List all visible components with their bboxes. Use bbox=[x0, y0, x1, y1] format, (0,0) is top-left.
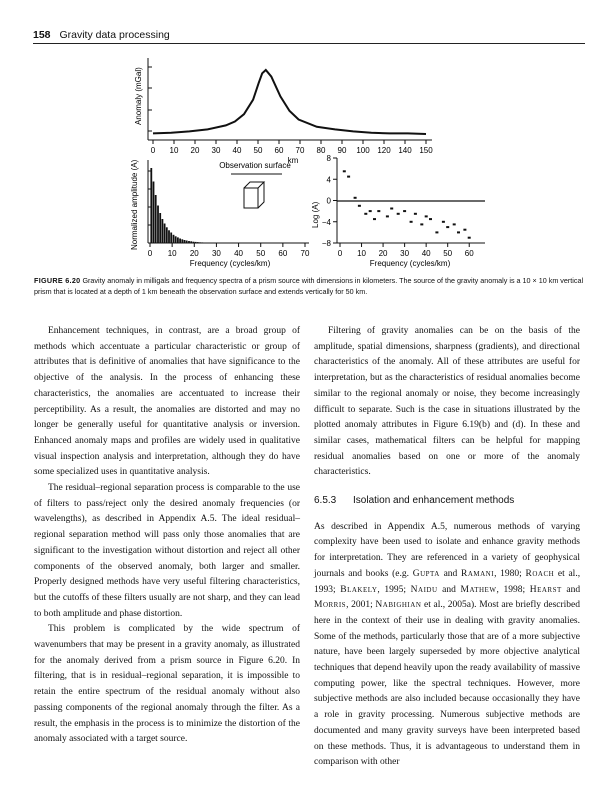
spectrum-bar bbox=[159, 213, 161, 243]
log-spectrum-point bbox=[457, 231, 460, 233]
right-y-tick-label: −4 bbox=[321, 217, 331, 227]
citation-author: Blakely bbox=[340, 584, 378, 595]
log-spectrum-point bbox=[420, 223, 423, 225]
top-x-tick-label: 10 bbox=[169, 146, 179, 155]
citation-author: Nabighian bbox=[375, 600, 422, 611]
log-spectrum-point bbox=[373, 218, 376, 220]
top-x-tick-label: 40 bbox=[232, 146, 242, 155]
citation-author: Hearst bbox=[529, 584, 562, 595]
prism-inset-icon bbox=[244, 182, 264, 208]
log-spectrum-point bbox=[343, 170, 346, 172]
spectrum-bar bbox=[153, 182, 155, 244]
figure-caption bbox=[34, 276, 584, 297]
text-run: As described in Appendix A.5, numerous methods of varying complexity have been used to isolate and enhance gravity methods for interpretation. They are referenced in a variety of geophysical journals and books (e.g. bbox=[314, 521, 580, 579]
citation-author: Ramani bbox=[461, 568, 495, 579]
spectrum-bar bbox=[181, 239, 183, 243]
right-panel bbox=[311, 154, 485, 268]
spectrum-bar bbox=[186, 241, 188, 244]
right-y-tick-label: −8 bbox=[321, 239, 331, 248]
top-x-tick-label: 70 bbox=[295, 146, 305, 155]
spectrum-bar bbox=[201, 242, 203, 243]
citation-author: Morris bbox=[314, 600, 347, 611]
top-x-tick-label: 0 bbox=[150, 146, 156, 155]
right-y-tick-label: 0 bbox=[326, 196, 331, 206]
anomaly-curve bbox=[153, 70, 426, 134]
top-x-tick-label: 90 bbox=[337, 146, 347, 155]
top-x-tick-label: 30 bbox=[211, 146, 221, 155]
log-spectrum-point bbox=[386, 215, 389, 217]
log-spectrum-point bbox=[377, 210, 380, 212]
top-x-tick-label: 100 bbox=[356, 146, 370, 155]
log-spectrum-point bbox=[354, 197, 357, 199]
log-spectrum-point bbox=[453, 223, 456, 225]
spectrum-bar bbox=[190, 241, 192, 243]
spectrum-bar bbox=[170, 233, 172, 244]
section-title: Isolation and enhancement methods bbox=[353, 495, 515, 507]
running-title: Gravity data processing bbox=[59, 29, 170, 41]
left-x-tick-label: 10 bbox=[167, 249, 177, 258]
log-spectrum-point bbox=[390, 208, 393, 210]
log-spectrum-point bbox=[414, 213, 417, 215]
left-paragraph-2: The residual–regional separation process is comparable to the use of filters to pass/reject only the desired anomaly frequencies (or wavelengths), as described in Appendix A.5. The ideal residual–regional separation method will pass only those anomalies that are significant to the investigation without distortion and reject all other components of the observed anomaly, both larger and smaller. Properly designed methods have very useful filtering characteristics, but the cutoffs of these filters usually are not sharp, and they can lead to both amplitude and phase distortion. bbox=[34, 483, 300, 619]
section-heading bbox=[314, 493, 580, 509]
left-x-tick-label: 40 bbox=[234, 249, 244, 258]
text-run: , 1998; bbox=[496, 584, 526, 595]
text-run: , 1995; bbox=[377, 584, 407, 595]
left-ylabel: Normalized amplitude (A) bbox=[130, 159, 139, 250]
text-run: , 2001; bbox=[346, 600, 373, 611]
log-spectrum-point bbox=[463, 229, 466, 231]
spectrum-bar bbox=[179, 239, 181, 244]
citation-author: Naidu bbox=[410, 584, 438, 595]
top-x-tick-label: 20 bbox=[190, 146, 200, 155]
text-run: et al., 2005a). Most are briefly described here in the context of their use in dealing with gravity anomalies. Some of the methods, particularly those that are of a more subjective nature, have been largely superseded by more objective analytical techniques that depend heavily upon the ready availability of massive computing power, like the spectral techniques. However, more subjective methods are also included because occasionally they have a role in gravity processing. Numerous subjective methods are documented and many gravity surveys have been interpreted based on these methods. Thus, it is advantageous to understand them in comparison with other bbox=[314, 600, 581, 768]
observation-surface-label: Observation surface bbox=[219, 161, 291, 170]
top-x-tick-label: 60 bbox=[274, 146, 284, 155]
top-panel bbox=[134, 58, 433, 165]
spectrum-bar bbox=[173, 235, 175, 243]
text-run: et al., 1993; bbox=[314, 568, 581, 595]
log-spectrum-point bbox=[468, 237, 471, 239]
spectrum-bar bbox=[150, 168, 152, 243]
text-run: and bbox=[443, 568, 458, 579]
spectrum-bar bbox=[184, 240, 186, 243]
citation-author: Roach bbox=[525, 568, 555, 579]
spectrum-bar bbox=[193, 242, 195, 243]
left-column bbox=[34, 324, 300, 748]
right-ylabel: Log (A) bbox=[311, 201, 320, 228]
log-spectrum-point bbox=[446, 226, 449, 228]
top-x-tick-label: 140 bbox=[398, 146, 412, 155]
right-x-tick-label: 20 bbox=[378, 249, 388, 258]
right-xlabel: Frequency (cycles/km) bbox=[369, 259, 451, 268]
log-spectrum-point bbox=[429, 218, 432, 220]
log-spectrum-point bbox=[442, 221, 445, 223]
spectrum-bar bbox=[177, 237, 179, 243]
right-y-tick-label: 8 bbox=[326, 154, 331, 163]
citation-author: Mathew bbox=[460, 584, 497, 595]
top-ylabel: Anomaly (mGal) bbox=[134, 67, 143, 125]
text-run: , 1980; bbox=[494, 568, 522, 579]
log-spectrum-point bbox=[397, 213, 400, 215]
right-x-tick-label: 60 bbox=[464, 249, 474, 258]
top-x-tick-label: 120 bbox=[377, 146, 391, 155]
log-spectrum-point bbox=[358, 205, 361, 207]
spectrum-bar bbox=[155, 195, 157, 243]
spectrum-bar bbox=[162, 219, 164, 243]
right-x-tick-label: 50 bbox=[443, 249, 453, 258]
left-x-tick-label: 70 bbox=[300, 249, 310, 258]
left-x-tick-label: 50 bbox=[256, 249, 266, 258]
spectrum-bar bbox=[164, 224, 166, 244]
log-spectrum-point bbox=[425, 215, 428, 217]
spectrum-bar bbox=[197, 242, 199, 243]
left-panel bbox=[130, 159, 310, 268]
left-paragraph-1: Enhancement techniques, in contrast, are a broad group of methods which accentuate a particular characteristic or group of attributes that is definitive of anomalies that have significance to the objective of the analysis. In the process of enhancing these characteristics, the anomalies are accentuated to increase their perceptibility. As a result, the anomalies are distorted and may no longer be generally useful for quantitative analysis or inversion. Enhanced anomaly maps and profiles are widely used in qualitative visual inspection analysis and interpretation, although they do have some specialized uses in quantitative analysis. bbox=[34, 326, 300, 478]
top-xlabel: km bbox=[287, 156, 299, 165]
log-spectrum-point bbox=[369, 210, 372, 212]
log-spectrum-point bbox=[410, 221, 413, 223]
caption-text: Gravity anomaly in milligals and frequency spectra of a prism source with dimensions in kilometers. The source of the gravity anomaly is a 10 × 10 km vertical prism that is located at a depth of 1 km beneath the observation surface and extends vertically for 50 km. bbox=[34, 276, 584, 296]
spectrum-bar bbox=[166, 227, 168, 243]
top-x-tick-label: 80 bbox=[316, 146, 326, 155]
page-number: 158 bbox=[33, 29, 51, 41]
right-y-tick-label: 4 bbox=[326, 175, 331, 185]
log-spectrum-point bbox=[347, 176, 350, 178]
top-x-tick-label: 150 bbox=[419, 146, 433, 155]
spectrum-bar bbox=[204, 243, 206, 244]
left-x-tick-label: 0 bbox=[147, 249, 153, 258]
right-x-tick-label: 40 bbox=[421, 249, 431, 258]
right-x-tick-label: 30 bbox=[400, 249, 410, 258]
section-number: 6.5.3 bbox=[314, 495, 337, 507]
citation-author: Gupta bbox=[412, 568, 440, 579]
left-x-tick-label: 30 bbox=[211, 249, 221, 258]
spectrum-bar bbox=[157, 206, 159, 244]
caption-label: FIGURE 6.20 bbox=[34, 276, 81, 285]
figure-6-20 bbox=[0, 0, 615, 275]
right-x-tick-label: 0 bbox=[337, 249, 343, 258]
spectrum-bar bbox=[168, 230, 170, 243]
right-paragraph-2 bbox=[314, 520, 580, 771]
left-xlabel: Frequency (cycles/km) bbox=[189, 259, 271, 268]
text-run: and bbox=[566, 584, 581, 595]
spectrum-bar bbox=[188, 241, 190, 243]
log-spectrum-point bbox=[435, 231, 438, 233]
left-x-tick-label: 60 bbox=[278, 249, 288, 258]
spectrum-bar bbox=[199, 242, 201, 243]
right-x-tick-label: 10 bbox=[357, 249, 366, 258]
text-run: and bbox=[442, 584, 456, 595]
log-spectrum-point bbox=[403, 210, 406, 212]
right-column bbox=[314, 324, 580, 771]
log-spectrum-point bbox=[364, 213, 367, 215]
spectrum-bar bbox=[175, 236, 177, 243]
left-x-tick-label: 20 bbox=[189, 249, 199, 258]
top-x-tick-label: 50 bbox=[253, 146, 263, 155]
left-paragraph-3: This problem is complicated by the wide spectrum of wavenumbers that may be present in a gravity anomaly, as illustrated for the anomaly derived from a prism source in Figure 6.20. In filtering, that is in residual–regional separation, it is impossible to retain the entire spectrum of the residual anomaly without also passing components of the regional anomaly through the filter. As a result, the emphasis in the process is to minimize the distortion of the anomaly associated with a target source. bbox=[34, 624, 300, 745]
right-paragraph-1: Filtering of gravity anomalies can be on the basis of the amplitude, spatial dimensions, sharpness (gradients), and directional characteristics of the anomaly. All of these attributes are useful for interpretation, but as the characteristics of residual anomalies become similar to the regional anomaly or noise, they become increasingly difficult to separate. Such is the case in situations illustrated by the plotted anomaly attributes in Figure 6.19(b) and (d). In these and similar cases, mathematical filters can be helpful for mapping residual anomalies based on one or more of the anomaly characteristics. bbox=[314, 326, 580, 478]
spectrum-bar bbox=[195, 242, 197, 243]
